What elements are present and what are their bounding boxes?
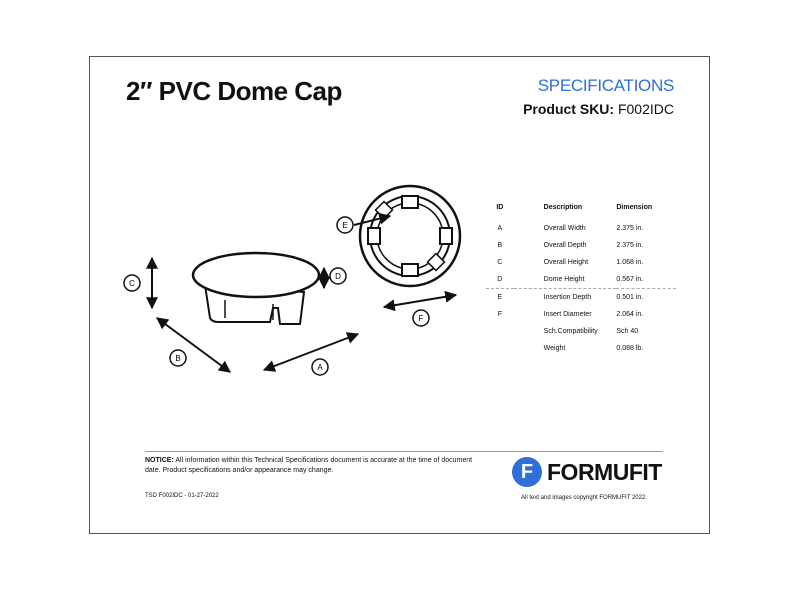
column-header-id: ID (496, 204, 504, 211)
label-f: F (418, 314, 424, 323)
product-drawing (110, 180, 480, 380)
label-e: E (342, 221, 348, 230)
row-id: C (497, 259, 503, 266)
table-row (486, 306, 676, 323)
row-id: B (497, 242, 503, 249)
label-c: C (129, 279, 135, 288)
document-id: TSD F002IDC - 01-27-2022 (145, 493, 219, 499)
table-row (486, 323, 676, 340)
row-id: D (497, 276, 503, 283)
row-description: Weight (543, 345, 566, 352)
row-description: Dome Height (543, 276, 585, 283)
table-header-row (486, 204, 676, 220)
row-description: Overall Width (543, 225, 586, 232)
formufit-logo (512, 457, 662, 487)
specifications-table (486, 204, 676, 357)
table-row (486, 271, 676, 289)
label-d: D (335, 272, 341, 281)
copyright: All text and images copyright FORMUFIT 2022. (521, 495, 647, 501)
row-id: E (486, 289, 514, 307)
logo-mark-icon (512, 457, 542, 487)
column-header-description: Description (543, 204, 583, 211)
row-id (486, 323, 514, 340)
sku-label: Product SKU: (523, 101, 615, 117)
row-id: A (497, 225, 503, 232)
label-a: A (317, 363, 323, 372)
row-dimension: 2.375 in. (616, 242, 644, 249)
table-row (486, 254, 676, 271)
column-header-dimension: Dimension (616, 204, 653, 211)
row-dimension: 0.088 lb. (616, 345, 644, 352)
cap-side-view (193, 253, 319, 324)
row-id: F (497, 311, 502, 318)
row-dimension: 2.064 in. (616, 311, 644, 318)
product-sku (523, 101, 674, 117)
row-description: Overall Depth (543, 242, 587, 249)
row-dimension: Sch 40 (616, 328, 639, 335)
row-dimension: 0.567 in. (616, 276, 644, 283)
table-row (486, 340, 676, 357)
logo-mark-letter: F (520, 461, 534, 483)
logo-text: FORMUFIT (547, 458, 662, 485)
row-dimension: 0.501 in. (616, 289, 676, 307)
row-dimension: 2.375 in. (616, 225, 644, 232)
table-row (486, 289, 676, 307)
cap-underside-view (360, 186, 460, 286)
sku-value: F002IDC (617, 101, 674, 117)
row-description: Insert Diameter (543, 311, 592, 318)
table-row (486, 220, 676, 237)
footer-divider (145, 451, 663, 452)
table-row (486, 237, 676, 254)
spec-heading: SPECIFICATIONS (537, 76, 674, 95)
notice-text: All information within this Technical Specifications document is accurate at the time of document date. Product specifications and/or appearance may change. (145, 457, 473, 474)
notice-label: NOTICE: (145, 457, 174, 464)
label-b: B (175, 354, 181, 363)
page-title: 2″ PVC Dome Cap (126, 76, 342, 106)
row-description: Overall Height (543, 259, 589, 266)
row-description: Sch.Compatibility (543, 328, 598, 335)
row-dimension: 1.068 in. (616, 259, 644, 266)
row-id (486, 340, 514, 357)
row-description: Insertion Depth (514, 289, 617, 307)
notice (145, 456, 475, 476)
